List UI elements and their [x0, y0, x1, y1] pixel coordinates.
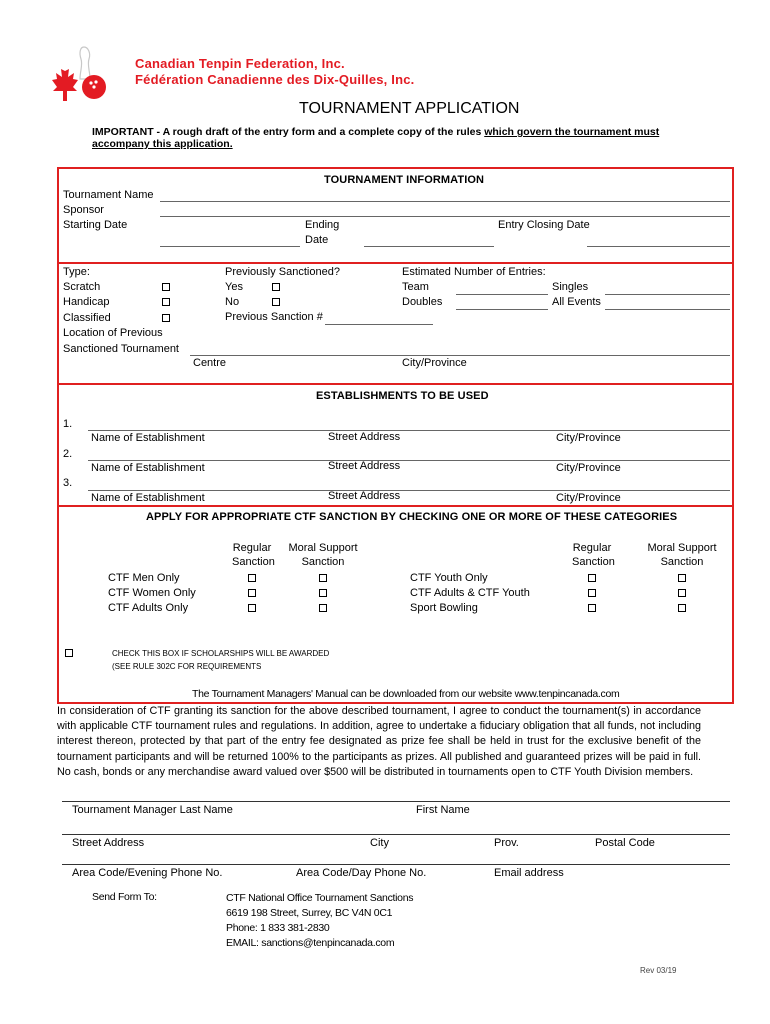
city-province-label: City/Province	[402, 357, 467, 369]
all-events-label: All Events	[552, 296, 601, 308]
category-label: CTF Men Only	[108, 572, 180, 584]
divider	[57, 505, 734, 507]
send-to-address	[226, 891, 413, 951]
evening-phone-label: Area Code/Evening Phone No.	[72, 867, 223, 879]
city-label: City	[370, 837, 389, 849]
entry-closing-field[interactable]	[587, 246, 730, 247]
manager-line	[62, 801, 730, 802]
sport-moral-checkbox[interactable]	[678, 604, 686, 612]
manual-note: The Tournament Managers' Manual can be downloaded from our website www.tenpincanada.com	[192, 688, 620, 700]
type-label: Type:	[63, 266, 90, 278]
establishment-3-field[interactable]	[88, 490, 730, 491]
important-note	[92, 126, 692, 150]
adults-moral-checkbox[interactable]	[319, 604, 327, 612]
ending-label: Ending	[305, 219, 340, 231]
regular-line-1: Regular	[572, 542, 612, 554]
singles-field[interactable]	[605, 294, 730, 295]
men-regular-checkbox[interactable]	[248, 574, 256, 582]
youth-moral-checkbox[interactable]	[678, 574, 686, 582]
important-underlined-1: which govern the tournament must	[484, 126, 660, 138]
location-prev-field[interactable]	[190, 355, 730, 356]
men-moral-checkbox[interactable]	[319, 574, 327, 582]
classified-checkbox[interactable]	[162, 314, 170, 322]
establishment-city-label: City/Province	[556, 462, 621, 474]
moral-sanction-header	[647, 542, 717, 568]
establishment-2-field[interactable]	[88, 460, 730, 461]
scholarship-note-2: (SEE RULE 302C FOR REQUIREMENTS	[112, 662, 262, 671]
entry-closing-label: Entry Closing Date	[498, 219, 590, 231]
category-label: CTF Women Only	[108, 587, 196, 599]
divider	[57, 262, 734, 264]
send-line-2: 6619 198 Street, Surrey, BC V4N 0C1	[226, 907, 393, 919]
org-name-en: Canadian Tenpin Federation, Inc.	[135, 56, 345, 71]
establishment-street-label: Street Address	[328, 431, 401, 443]
phone-line[interactable]	[62, 864, 730, 865]
yes-label: Yes	[225, 281, 243, 293]
doubles-field[interactable]	[456, 309, 548, 310]
adults-regular-checkbox[interactable]	[248, 604, 256, 612]
address-line[interactable]	[62, 834, 730, 835]
day-phone-label: Area Code/Day Phone No.	[296, 867, 427, 879]
moral-line-2: Sanction	[301, 556, 345, 568]
location-prev-label-1: Location of Previous	[63, 327, 163, 339]
establishment-num: 2.	[63, 448, 73, 460]
location-prev-label-2: Sanctioned Tournament	[63, 343, 179, 355]
youth-regular-checkbox[interactable]	[588, 574, 596, 582]
establishment-name-label: Name of Establishment	[91, 432, 205, 444]
establishment-num: 3.	[63, 477, 73, 489]
women-regular-checkbox[interactable]	[248, 589, 256, 597]
establishment-street-label: Street Address	[328, 460, 401, 472]
centre-label: Centre	[193, 357, 227, 369]
regular-line-2: Sanction	[572, 556, 615, 568]
prov-label: Prov.	[494, 837, 519, 849]
send-line-3: Phone: 1 833 381-2830	[226, 922, 330, 934]
prev-sanction-no-label: Previous Sanction #	[225, 311, 323, 323]
date-label: Date	[305, 234, 329, 246]
org-name-fr: Fédération Canadienne des Dix-Quilles, Inc.	[135, 72, 415, 87]
send-line-1: CTF National Office Tournament Sanctions	[226, 892, 414, 904]
adults-youth-moral-checkbox[interactable]	[678, 589, 686, 597]
tournament-name-field[interactable]	[160, 201, 730, 202]
important-prefix: IMPORTANT - A rough draft of the entry form and a complete copy of the rules	[92, 126, 485, 138]
establishment-num: 1.	[63, 418, 73, 430]
category-label: CTF Adults & CTF Youth	[410, 587, 530, 599]
prev-sanction-no-field[interactable]	[325, 324, 433, 325]
sport-regular-checkbox[interactable]	[588, 604, 596, 612]
regular-sanction-header	[572, 542, 615, 568]
singles-label: Singles	[552, 281, 589, 293]
handicap-checkbox[interactable]	[162, 298, 170, 306]
category-label: CTF Youth Only	[410, 572, 488, 584]
moral-line-1: Moral Support	[647, 542, 717, 554]
ctf-logo	[44, 43, 120, 109]
send-to-label: Send Form To:	[92, 891, 157, 903]
category-label: Sport Bowling	[410, 602, 478, 614]
postal-label: Postal Code	[595, 837, 655, 849]
last-name-label: Tournament Manager Last Name	[72, 804, 233, 816]
doubles-label: Doubles	[402, 296, 443, 308]
moral-line-2: Sanction	[660, 556, 704, 568]
first-name-label: First Name	[416, 804, 470, 816]
prev-yes-checkbox[interactable]	[272, 283, 280, 291]
establishment-name-label: Name of Establishment	[91, 492, 205, 504]
scratch-checkbox[interactable]	[162, 283, 170, 291]
send-line-4: EMAIL: sanctions@tenpincanada.com	[226, 937, 395, 949]
sanction-heading: APPLY FOR APPROPRIATE CTF SANCTION BY CHECKING ONE OR MORE OF THESE CATEGORIES	[146, 511, 678, 523]
handicap-label: Handicap	[63, 296, 110, 308]
establishment-name-label: Name of Establishment	[91, 462, 205, 474]
important-underlined-2: accompany this application.	[92, 138, 233, 150]
regular-line-1: Regular	[232, 542, 272, 554]
classified-label: Classified	[63, 312, 111, 324]
category-label: CTF Adults Only	[108, 602, 189, 614]
tournament-info-heading: TOURNAMENT INFORMATION	[324, 174, 485, 186]
starting-date-field[interactable]	[160, 246, 300, 247]
all-events-field[interactable]	[605, 309, 730, 310]
scholarship-note-1: CHECK THIS BOX IF SCHOLARSHIPS WILL BE AWARDED	[112, 649, 330, 658]
regular-line-2: Sanction	[232, 556, 275, 568]
page-title: TOURNAMENT APPLICATION	[299, 100, 520, 117]
prev-sanctioned-label: Previously Sanctioned?	[225, 266, 340, 278]
est-entries-label: Estimated Number of Entries:	[402, 266, 546, 278]
scratch-label: Scratch	[63, 281, 101, 293]
prev-no-checkbox[interactable]	[272, 298, 280, 306]
establishment-1-field[interactable]	[88, 430, 730, 431]
sponsor-field[interactable]	[160, 216, 730, 217]
regular-sanction-header	[232, 542, 275, 568]
scholarship-checkbox[interactable]	[65, 649, 73, 657]
adults-youth-regular-checkbox[interactable]	[588, 589, 596, 597]
sponsor-label: Sponsor	[63, 204, 104, 216]
revision-label: Rev 03/19	[640, 966, 677, 975]
no-label: No	[225, 296, 240, 308]
team-label: Team	[402, 281, 429, 293]
women-moral-checkbox[interactable]	[319, 589, 327, 597]
team-field[interactable]	[456, 294, 548, 295]
consideration-text: In consideration of CTF granting its sanction for the above described tournament, I agree to conduct the tournament(s) in accordance with applicable CTF tournament rules and regulations. In addition, agree to undertake a fiduciary obligation that all funds, not including interest thereon, protected by that part of the entry fee designated as prize fee shall be held in trust for the exclusive benefit of the tournament participants and will be returned 100% to the participants as prizes. All published and guaranteed prizes will be paid in full. No cash, bonds or any merchandise award valued over $500 will be distributed in tournaments open to CTF Youth Division members.	[57, 705, 701, 778]
moral-line-1: Moral Support	[288, 542, 358, 554]
tournament-name-label: Tournament Name	[63, 189, 154, 201]
establishments-heading: ESTABLISHMENTS TO BE USED	[316, 390, 489, 402]
establishment-street-label: Street Address	[328, 490, 401, 502]
ending-date-field[interactable]	[364, 246, 494, 247]
email-label: Email address	[494, 867, 564, 879]
street-label: Street Address	[72, 837, 145, 849]
establishment-city-label: City/Province	[556, 432, 621, 444]
starting-date-label: Starting Date	[63, 219, 128, 231]
divider	[57, 383, 734, 385]
establishment-city-label: City/Province	[556, 492, 621, 504]
moral-sanction-header	[288, 542, 358, 568]
